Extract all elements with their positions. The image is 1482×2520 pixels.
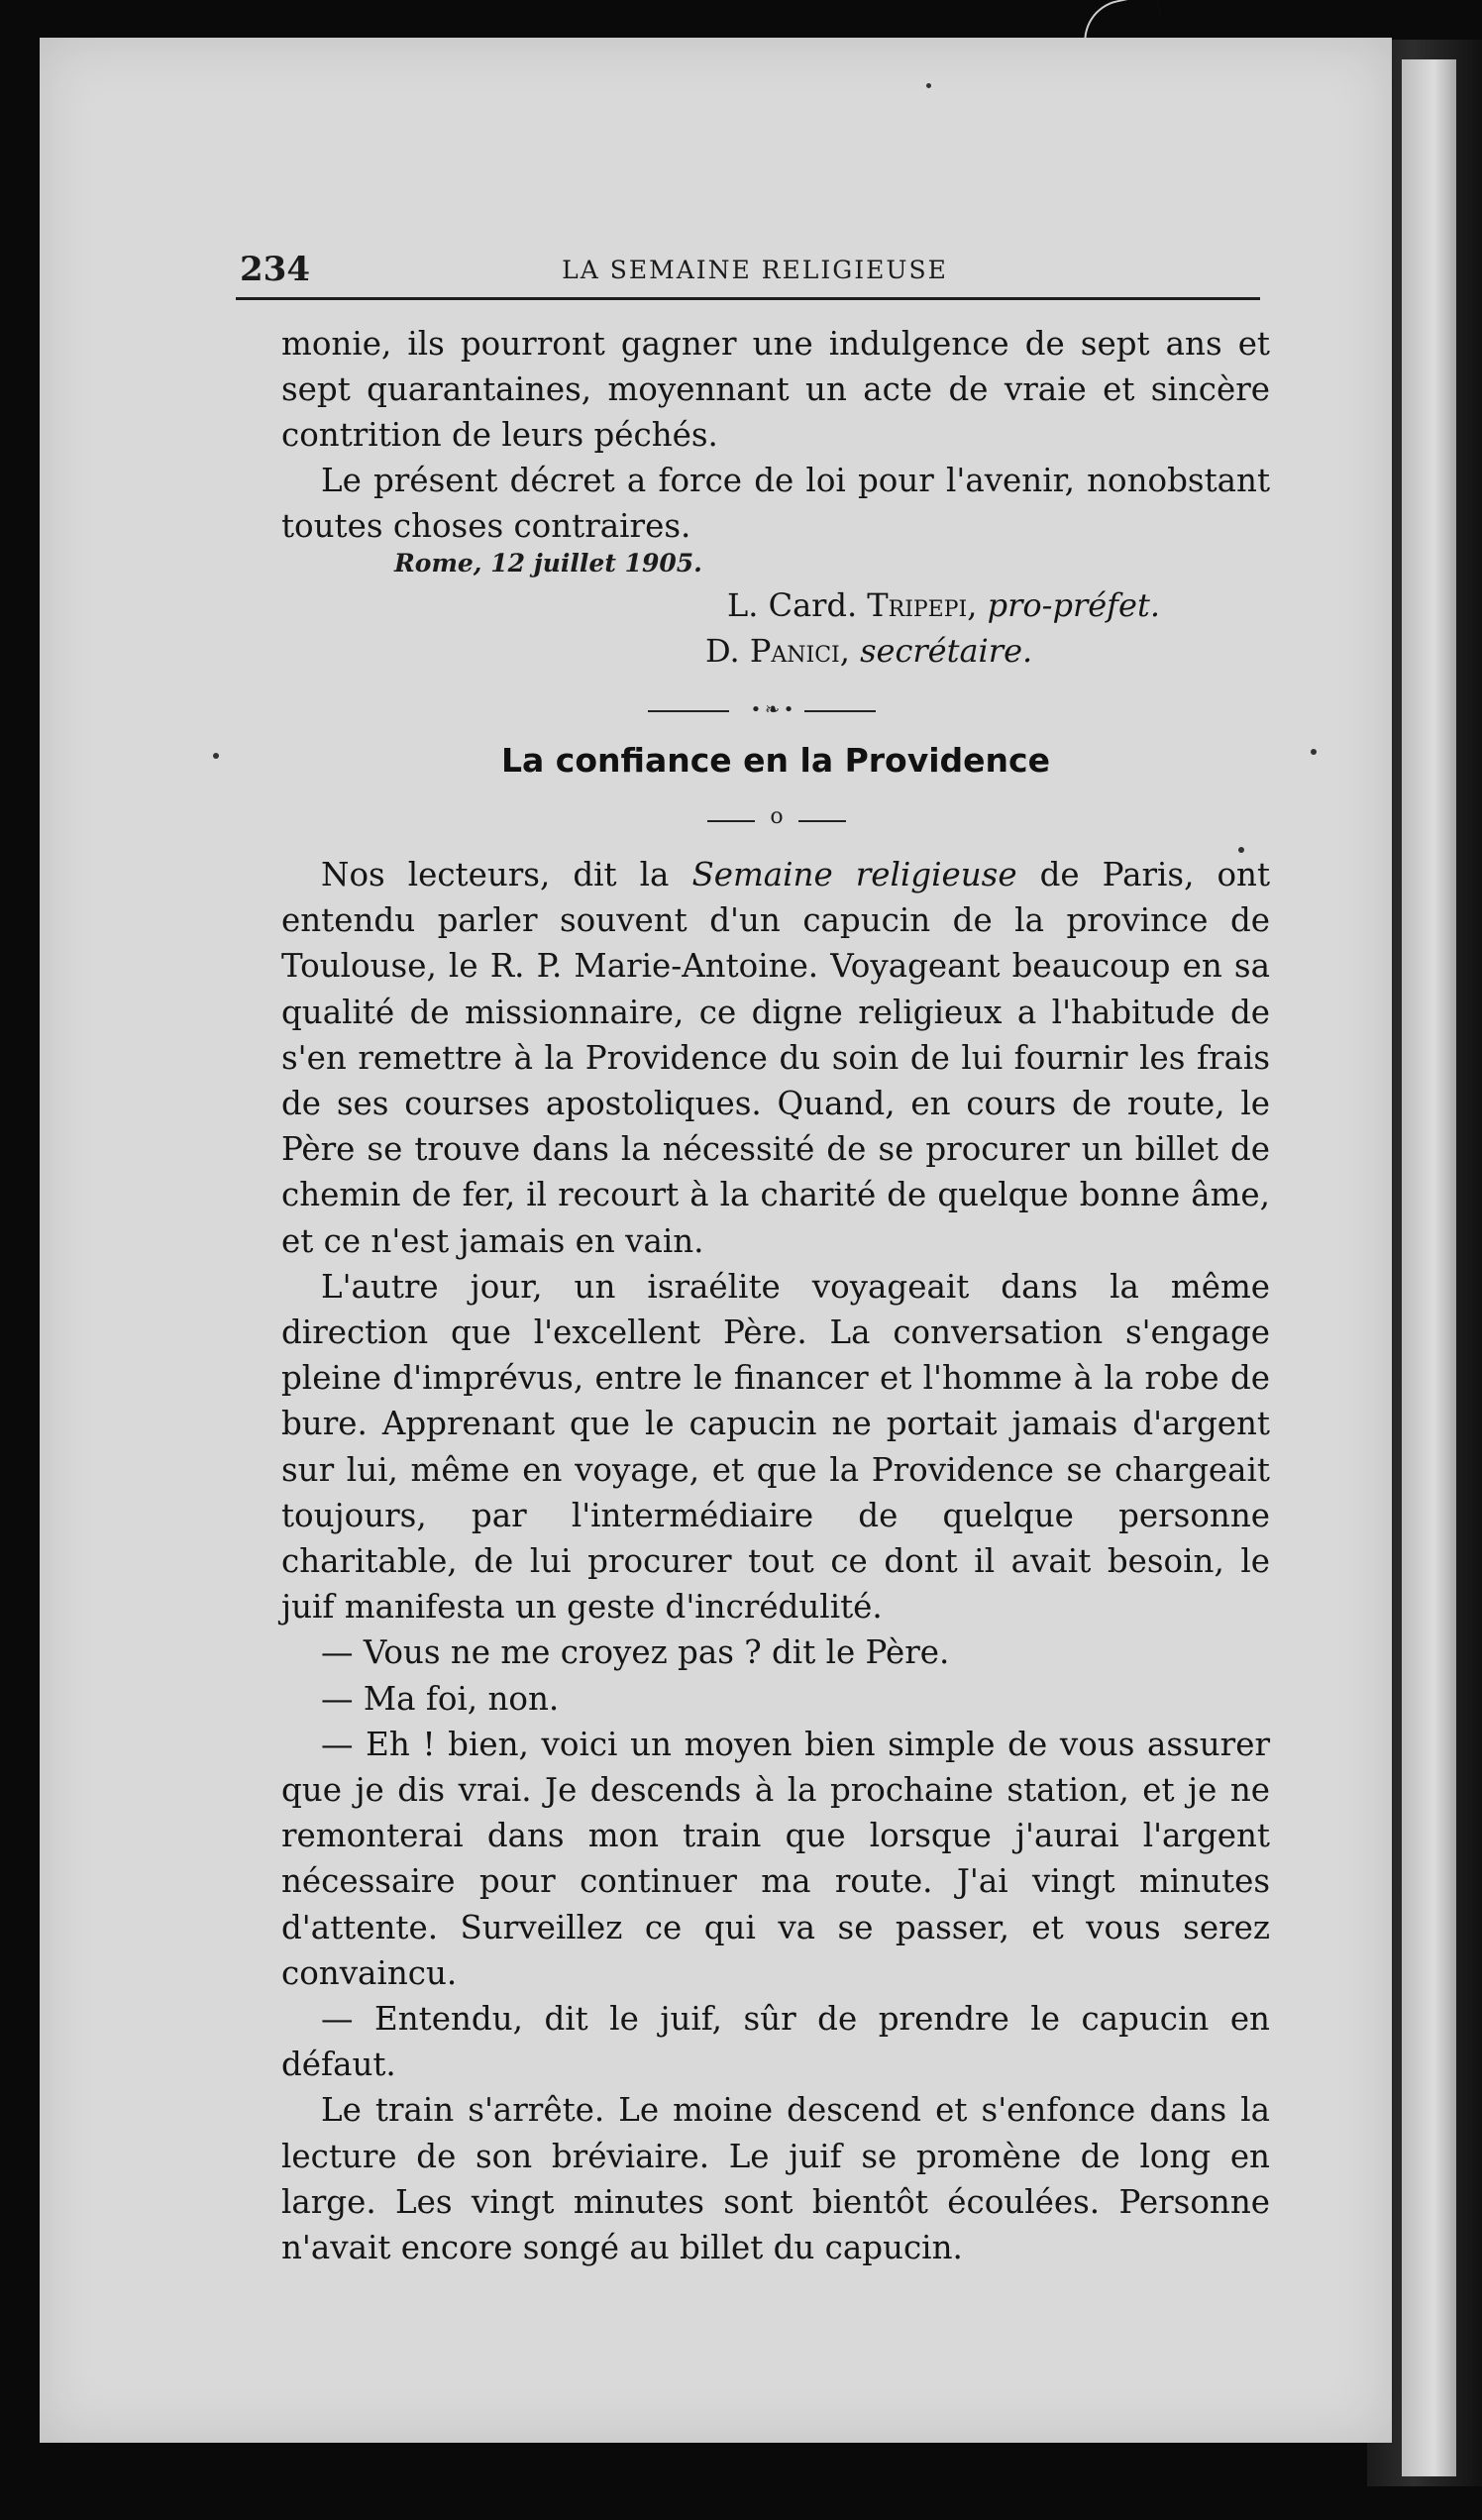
scan-speck — [926, 83, 931, 88]
paragraph: Le train s'arrête. Le moine descend et s'enfonce dans la lecture de son bréviaire. Le juif se promène de long en large. Les vingt minutes sont bientôt écoulées. Personne n'avait encore songé au billet du capucin. — [281, 2091, 1270, 2267]
decree-paragraph-1 — [281, 321, 1270, 458]
paragraph: L'autre jour, un israélite voyageait dans la même direction que l'excellent Père. La conversation s'engage pleine d'imprévus, entre le financer et l'homme à la robe de bure. Apprenant que le capucin ne portait jamais d'argent sur lui, même en voyage, et que la Providence se chargeait toujours, par l'intermédiaire de quelque personne charitable, de lui procurer tout ce dont il avait besoin, le juif manifesta un geste d'incrédulité. — [281, 1267, 1270, 1627]
decree-line: de leurs péchés. — [452, 416, 718, 454]
running-title: LA SEMAINE RELIGIEUSE — [562, 256, 948, 284]
decree-line: quarantaines, moyennant un acte de vraie et sincère contrition — [281, 370, 1270, 454]
dialogue-line: — Entendu, dit le juif, sûr de prendre le capucin en défaut. — [281, 2000, 1270, 2084]
signature-panici: D. Panici, secrétaire. — [705, 632, 1033, 670]
publication-title: Semaine religieuse — [691, 856, 1017, 893]
signature-name: Tripepi — [867, 586, 968, 624]
text: de Paris, ont entendu parler souvent d'un capucin de la province de Toulouse, le R. P. Marie-Antoine. Voyageant beaucoup en sa qualité de missionnaire, ce digne religieux a l'habitude de s'en remettre à la Providence du soin de lui fournir les frais de ses courses apostoliques. Quand, en cours de route, le Père se trouve dans la nécessité de se procurer un billet de chemin de fer, il recourt à la charité de quelque bonne âme, et ce n'est jamais en vain. — [281, 856, 1270, 1260]
decree-line: monie, ils pourront gagner une indulgence de sept ans et sept — [281, 325, 1270, 408]
page-header — [240, 250, 1270, 289]
decree-line: toutes choses contraires. — [281, 507, 691, 545]
dateline: Rome, 12 juillet 1905. — [394, 549, 702, 578]
signature-title: pro-préfet. — [987, 586, 1160, 624]
scan-speck — [213, 753, 219, 759]
text: Nos lecteurs, dit la — [321, 856, 692, 893]
signature-prefix: D. — [705, 632, 750, 670]
signature-title: secrétaire. — [860, 632, 1033, 670]
decree-paragraph-2 — [281, 458, 1270, 549]
paragraph — [281, 852, 1270, 1264]
signature-prefix: L. Card. — [727, 586, 868, 624]
page-number: 234 — [240, 250, 310, 289]
next-page-edge — [1402, 59, 1456, 2476]
scan-speck — [1238, 847, 1244, 853]
article-title: La confiance en la Providence — [501, 741, 1050, 780]
decree-line: Le présent décret a force de loi pour l'avenir, nonobstant — [321, 462, 1270, 499]
dialogue-line: — Ma foi, non. — [321, 1679, 560, 1718]
scan-speck — [1311, 749, 1317, 755]
signature-tripepi: L. Card. Tripepi, pro-préfet. — [727, 586, 1160, 624]
header-rule — [236, 297, 1260, 300]
ornament-circle: o — [770, 804, 784, 829]
section-ornament — [648, 699, 876, 723]
dialogue-line: — Eh ! bien, voici un moyen bien simple de vous assurer que je dis vrai. Je descends à la prochaine station, et je ne remonterai dans mon train que lorsque j'aurai l'argent nécessaire pour continuer ma route. J'ai vingt minutes d'attente. Surveillez ce qui va se passer, et vous serez convaincu. — [281, 1725, 1270, 1992]
ornament-glyph: • ❧ • — [750, 699, 794, 720]
article-body — [281, 852, 1270, 2270]
dialogue-line: — Vous ne me croyez pas ? dit le Père. — [321, 1633, 950, 1672]
signature-name: Panici — [749, 632, 840, 670]
title-ornament — [707, 804, 846, 832]
